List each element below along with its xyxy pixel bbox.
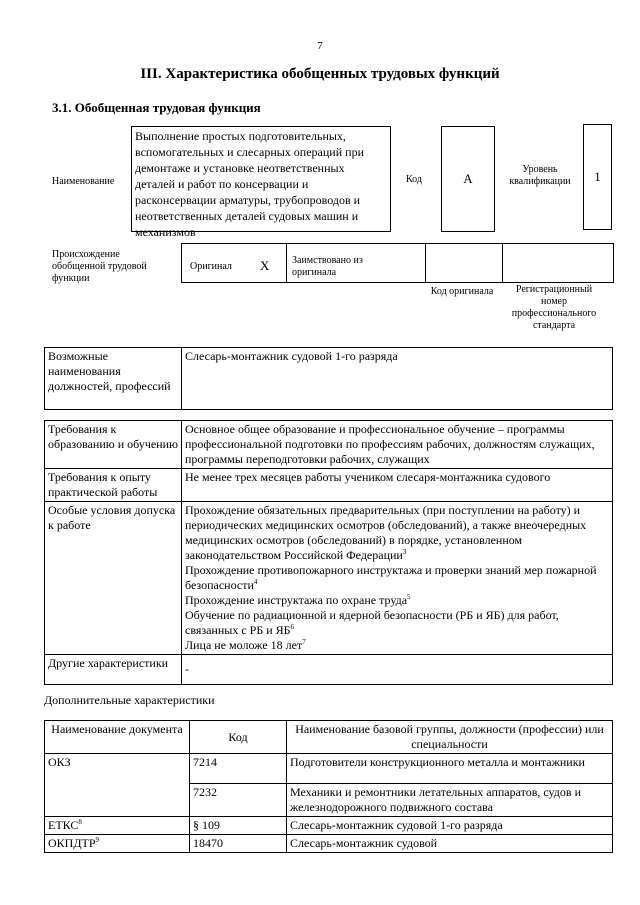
etks-doc	[45, 817, 190, 835]
original-label: Оригинал	[190, 261, 232, 272]
education-value: Основное общее образование и профессиональное обучение – программы профессиональной подготовки по профессиям рабочих, должностям служащих, программы переподготовки рабочих, служащих	[182, 421, 613, 469]
footnote-6: 6	[290, 623, 295, 631]
okz-doc: ОКЗ	[45, 754, 190, 817]
requirements-table	[44, 420, 613, 685]
additional-table	[44, 720, 613, 853]
experience-value: Не менее трех месяцев работы учеником слесаря-монтажника судового	[182, 469, 613, 502]
special-line-2: Прохождение противопожарного инструктажа и проверки знаний мер пожарной безопасности	[185, 563, 597, 592]
positions-label: Возможные наименования должностей, профессий	[45, 348, 182, 410]
header-doc: Наименование документа	[45, 721, 190, 754]
additional-title: Дополнительные характеристики	[44, 693, 215, 707]
okpdtr-doc	[45, 835, 190, 853]
section-title: III. Характеристика обобщенных трудовых функций	[140, 66, 500, 82]
name-label: Наименование	[52, 176, 115, 187]
header-name: Наименование базовой группы, должности (профессии) или специальности	[287, 721, 613, 754]
code-label: Код	[406, 174, 422, 185]
footnote-9: 9	[95, 836, 100, 844]
okz-code-1: 7214	[190, 754, 287, 784]
okpdtr-label: ОКПДТР	[48, 836, 96, 850]
okz-name-2: Механики и ремонтники летательных аппаратов, судов и железнодорожного подвижного состава	[287, 784, 613, 817]
code-box	[441, 126, 495, 232]
experience-label: Требования к опыту практической работы	[45, 469, 182, 502]
positions-value: Слесарь-монтажник судовой 1-го разряда	[182, 348, 613, 410]
origin-label: Происхождение обобщенной трудовой функции	[52, 249, 147, 284]
special-line-4: Обучение по радиационной и ядерной безопасности (РБ и ЯБ) для работ, связанных с РБ и ЯБ	[185, 608, 559, 637]
code-original-label: Код оригинала	[430, 286, 494, 297]
positions-table	[44, 347, 613, 410]
other-value: -	[182, 655, 613, 685]
code-value: А	[463, 171, 473, 186]
borrowed-label: Заимствовано из оригинала	[292, 255, 363, 278]
footnote-4: 4	[253, 578, 258, 586]
page-number: 7	[317, 40, 323, 52]
other-label: Другие характеристики	[45, 655, 182, 685]
footnote-7: 7	[302, 638, 306, 646]
header-code: Код	[190, 721, 287, 754]
okz-name-1: Подготовители конструкционного металла и монтажники	[287, 754, 613, 784]
level-label: Уровень квалификации	[509, 164, 571, 187]
origin-table	[181, 243, 614, 283]
special-line-1: Прохождение обязательных предварительных (при поступлении на работу) и периодических медицинских осмотров (обследований), а также внеочередных медицинских осмотров (обследований) в порядке, установленном законодательством Российской Федерации	[185, 503, 587, 562]
function-name-box	[131, 126, 391, 239]
okpdtr-name: Слесарь-монтажник судовой	[287, 835, 613, 853]
okz-code-2: 7232	[190, 784, 287, 817]
special-line-3: Прохождение инструктажа по охране труда	[185, 593, 408, 607]
special-line-5: Лица не моложе 18 лет	[185, 638, 303, 652]
special-conditions	[182, 502, 613, 655]
level-value: 1	[594, 169, 601, 184]
okpdtr-code: 18470	[190, 835, 287, 853]
etks-name: Слесарь-монтажник судовой 1-го разряда	[287, 817, 613, 835]
etks-code: § 109	[190, 817, 287, 835]
special-label: Особые условия допуска к работе	[45, 502, 182, 655]
section-subtitle: 3.1. Обобщенная трудовая функция	[52, 100, 261, 115]
function-name-value: Выполнение простых подготовительных, вспомогательных и слесарных операций при демонтаже и установке неответственных деталей и работ по консервации и расконсервации арматуры, трубопроводов и неответственных деталей судовых машин и механизмов	[135, 129, 364, 239]
etks-label: ЕТКС	[48, 818, 79, 832]
level-box	[583, 124, 612, 230]
original-mark: X	[260, 258, 270, 273]
footnote-8: 8	[78, 818, 82, 826]
education-label: Требования к образованию и обучению	[45, 421, 182, 469]
reg-number-label: Регистрационный номер профессионального стандарта	[511, 284, 597, 331]
footnote-5: 5	[407, 593, 411, 601]
footnote-3: 3	[402, 548, 407, 556]
